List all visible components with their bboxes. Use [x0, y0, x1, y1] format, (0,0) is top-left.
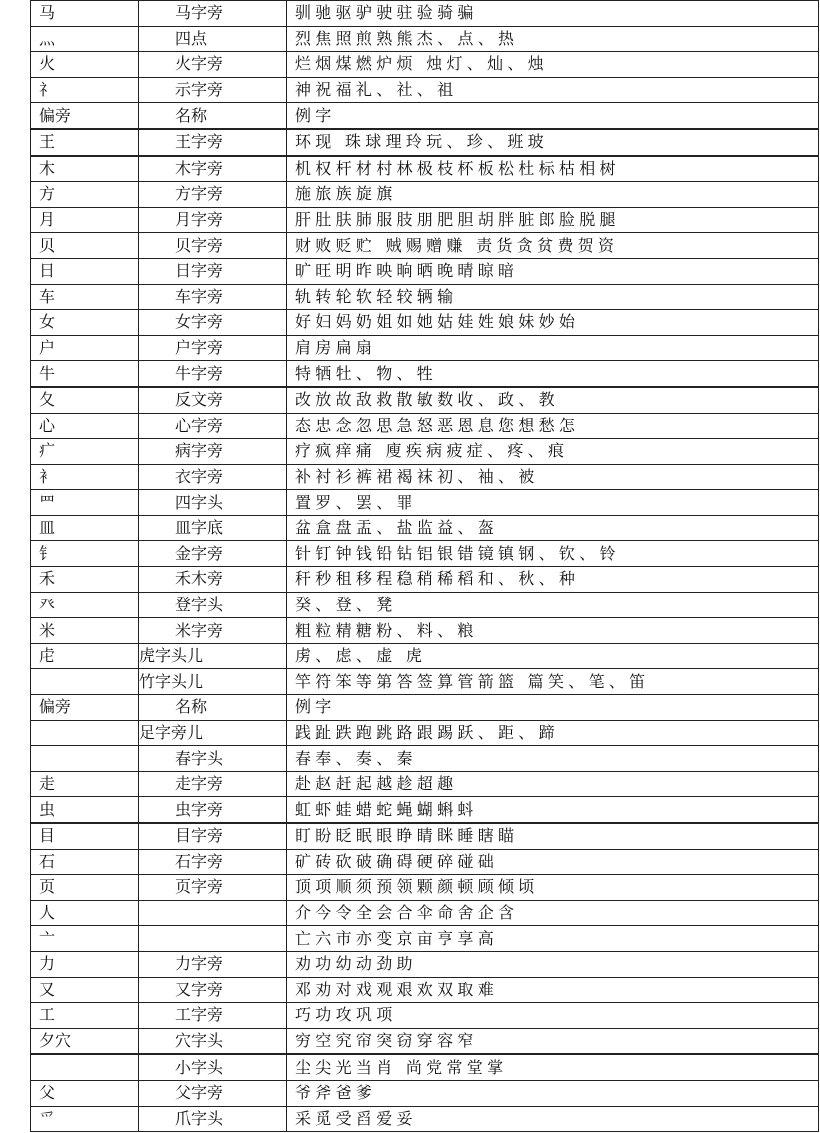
radical-cell: 衤: [31, 464, 139, 490]
example-characters-cell: 亡六市亦变京亩亨享高: [287, 926, 819, 952]
table-row: [31, 26, 819, 52]
radical-cell: 走: [31, 771, 139, 797]
example-characters-cell: 赴赵赶起越趁超趣: [287, 771, 819, 797]
example-characters-cell: 矿砖砍破确碍硬碎碰础: [287, 849, 819, 875]
radical-name-cell: 反文旁: [139, 387, 287, 413]
radical-table: [30, 0, 819, 1132]
example-characters-cell: 特牺牡、物、牲: [287, 361, 819, 387]
radical-cell: 页: [31, 875, 139, 901]
table-row: [31, 1003, 819, 1029]
radical-cell: 父: [31, 1080, 139, 1106]
radical-name-cell: 禾木旁: [139, 567, 287, 593]
example-characters-cell: 烂烟煤燃炉烦 烛灯、灿、烛: [287, 52, 819, 78]
example-characters-cell: 置罗、罢、罪: [287, 490, 819, 516]
radical-cell: 月: [31, 207, 139, 233]
radical-name-cell: 贝字旁: [139, 233, 287, 259]
radical-name-cell: 牛字旁: [139, 361, 287, 387]
table-row: [31, 103, 819, 129]
radical-name-cell: 月字旁: [139, 207, 287, 233]
radical-cell: 火: [31, 52, 139, 78]
radical-cell: 人: [31, 900, 139, 926]
table-row: [31, 875, 819, 901]
table-row: [31, 387, 819, 413]
radical-cell: 贝: [31, 233, 139, 259]
example-characters-cell: 春奉、奏、秦: [287, 746, 819, 772]
radical-cell: 禾: [31, 567, 139, 593]
radical-cell: 王: [31, 129, 139, 156]
table-row: [31, 1, 819, 27]
radical-name-cell: 石字旁: [139, 849, 287, 875]
radical-name-cell: 衣字旁: [139, 464, 287, 490]
table-row: [31, 746, 819, 772]
table-row: [31, 900, 819, 926]
radical-name-cell: 示字旁: [139, 77, 287, 103]
radical-name-cell: 王字旁: [139, 129, 287, 156]
example-characters-cell: 肩房扁扇: [287, 335, 819, 361]
radical-name-cell: 页字旁: [139, 875, 287, 901]
radical-cell: 罒: [31, 490, 139, 516]
radical-cell: 虍: [31, 643, 139, 669]
radical-cell: 钅: [31, 541, 139, 567]
radical-cell: [31, 1054, 139, 1080]
example-characters-cell: 神祝福礼、社、祖: [287, 77, 819, 103]
table-row: [31, 823, 819, 849]
table-row: [31, 695, 819, 721]
example-characters-cell: 疗疯痒痛 廋疾病疲症、疼、痕: [287, 439, 819, 465]
radical-name-cell: 力字旁: [139, 951, 287, 977]
radical-cell: 疒: [31, 439, 139, 465]
radical-cell: 马: [31, 1, 139, 27]
table-row: [31, 1054, 819, 1080]
radical-cell: 日: [31, 258, 139, 284]
radical-name-cell: 名称: [139, 695, 287, 721]
radical-cell: 夕穴: [31, 1028, 139, 1054]
example-characters-cell: 烈焦照煎熟熊杰、点、热: [287, 26, 819, 52]
example-characters-cell: 好妇妈奶姐如她姑娃姓娘妹妙始: [287, 310, 819, 336]
table-row: [31, 618, 819, 644]
radical-cell: 皿: [31, 515, 139, 541]
table-row: [31, 207, 819, 233]
radical-cell: 灬: [31, 26, 139, 52]
example-characters-cell: 邓劝对戏观艰欢双取难: [287, 977, 819, 1003]
table-row: [31, 52, 819, 78]
radical-name-cell: 工字旁: [139, 1003, 287, 1029]
table-row: [31, 592, 819, 618]
table-row: [31, 643, 819, 669]
table-row: [31, 1080, 819, 1106]
radical-name-cell: 穴字头: [139, 1028, 287, 1054]
example-characters-cell: 粗粒精糖粉、料、粮: [287, 618, 819, 644]
example-characters-cell: 旷旺明昨映晌晒晚晴晾暗: [287, 258, 819, 284]
table-row: [31, 182, 819, 208]
table-row: [31, 771, 819, 797]
table-row: [31, 669, 819, 695]
table-row: [31, 1106, 819, 1132]
example-characters-cell: 巧功攻巩项: [287, 1003, 819, 1029]
example-characters-cell: 虏、虑、虚 虎: [287, 643, 819, 669]
example-characters-cell: 态忠念忽思急怒恶恩息您想愁怎: [287, 413, 819, 439]
table-row: [31, 233, 819, 259]
example-characters-cell: 例字: [287, 103, 819, 129]
example-characters-cell: 轨转轮软轻较辆输: [287, 284, 819, 310]
radical-cell: 礻: [31, 77, 139, 103]
radical-name-cell: 心字旁: [139, 413, 287, 439]
example-characters-cell: 环现 珠球理玲玩、珍、班玻: [287, 129, 819, 156]
radical-cell: 虫: [31, 797, 139, 823]
example-characters-cell: 施旅族旋旗: [287, 182, 819, 208]
radical-cell: 夂: [31, 387, 139, 413]
example-characters-cell: 改放故敌救散敏数收、政、教: [287, 387, 819, 413]
radical-cell: 爫: [31, 1106, 139, 1132]
radical-name-cell: 木字旁: [139, 156, 287, 182]
example-characters-cell: 癸、登、凳: [287, 592, 819, 618]
example-characters-cell: 针钉钟钱铅钻铝银错镜镇钢、钦、铃: [287, 541, 819, 567]
example-characters-cell: 秆秒租移程稳稍稀稻和、秋、种: [287, 567, 819, 593]
radical-cell: 心: [31, 413, 139, 439]
example-characters-cell: 介今令全会合伞命舍企含: [287, 900, 819, 926]
table-row: [31, 156, 819, 182]
radical-name-cell: 竹字头儿: [139, 669, 287, 695]
radical-cell: 工: [31, 1003, 139, 1029]
radical-name-cell: 户字旁: [139, 335, 287, 361]
radical-cell: 石: [31, 849, 139, 875]
radical-cell: 牛: [31, 361, 139, 387]
table-row: [31, 284, 819, 310]
table-row: [31, 335, 819, 361]
example-characters-cell: 财败贬贮 贼赐赠赚 责货贪贫费贺资: [287, 233, 819, 259]
radical-name-cell: [139, 926, 287, 952]
radical-name-cell: 米字旁: [139, 618, 287, 644]
table-row: [31, 567, 819, 593]
radical-cell: [31, 720, 139, 746]
table-row: [31, 361, 819, 387]
table-row: [31, 951, 819, 977]
table-row: [31, 977, 819, 1003]
table-row: [31, 258, 819, 284]
radical-name-cell: 虫字旁: [139, 797, 287, 823]
radical-name-cell: 爪字头: [139, 1106, 287, 1132]
example-characters-cell: 例字: [287, 695, 819, 721]
table-row: [31, 541, 819, 567]
radical-name-cell: 又字旁: [139, 977, 287, 1003]
radical-name-cell: 车字旁: [139, 284, 287, 310]
radical-cell: 女: [31, 310, 139, 336]
radical-cell: 偏旁: [31, 103, 139, 129]
radical-name-cell: 皿字底: [139, 515, 287, 541]
radical-table-body: [31, 1, 819, 1132]
radical-name-cell: 春字头: [139, 746, 287, 772]
example-characters-cell: 劝功幼动劲助: [287, 951, 819, 977]
radical-cell: 户: [31, 335, 139, 361]
radical-cell: 偏旁: [31, 695, 139, 721]
radical-cell: 癶: [31, 592, 139, 618]
radical-name-cell: 病字旁: [139, 439, 287, 465]
table-row: [31, 797, 819, 823]
radical-name-cell: 登字头: [139, 592, 287, 618]
example-characters-cell: 驯驰驱驴驶驻验骑骗: [287, 1, 819, 27]
example-characters-cell: 机权杆材村林极枝杯板松杜标枯相树: [287, 156, 819, 182]
table-row: [31, 515, 819, 541]
radical-cell: 亠: [31, 926, 139, 952]
radical-cell: 木: [31, 156, 139, 182]
radical-name-cell: 方字旁: [139, 182, 287, 208]
example-characters-cell: 尘尖光当肖 尚党常堂掌: [287, 1054, 819, 1080]
example-characters-cell: 爷斧爸爹: [287, 1080, 819, 1106]
table-row: [31, 77, 819, 103]
table-row: [31, 439, 819, 465]
radical-name-cell: 目字旁: [139, 823, 287, 849]
example-characters-cell: 采觅受舀爱妥: [287, 1106, 819, 1132]
radical-cell: 目: [31, 823, 139, 849]
radical-name-cell: 走字旁: [139, 771, 287, 797]
radical-name-cell: 父字旁: [139, 1080, 287, 1106]
table-row: [31, 926, 819, 952]
radical-cell: [31, 669, 139, 695]
radical-name-cell: 火字旁: [139, 52, 287, 78]
radical-name-cell: 日字旁: [139, 258, 287, 284]
example-characters-cell: 顶项顺须预领颗颜顿顾倾顷: [287, 875, 819, 901]
table-row: [31, 129, 819, 156]
radical-name-cell: 金字旁: [139, 541, 287, 567]
table-row: [31, 720, 819, 746]
example-characters-cell: 践趾跌跑跳路跟踢跃、距、蹄: [287, 720, 819, 746]
example-characters-cell: 肝肚肤肺服肢朋肥胆胡胖脏郎脸脱腿: [287, 207, 819, 233]
radical-cell: [31, 746, 139, 772]
example-characters-cell: 虹虾蛙蜡蛇蝇蝴蝌蚪: [287, 797, 819, 823]
radical-name-cell: 小字头: [139, 1054, 287, 1080]
table-row: [31, 310, 819, 336]
table-row: [31, 490, 819, 516]
radical-name-cell: 名称: [139, 103, 287, 129]
example-characters-cell: 盯盼眨眠眼睁睛眯睡瞎瞄: [287, 823, 819, 849]
example-characters-cell: 补衬衫裤裙褐袜初、袖、被: [287, 464, 819, 490]
radical-name-cell: 四点: [139, 26, 287, 52]
radical-name-cell: 马字旁: [139, 1, 287, 27]
radical-name-cell: [139, 900, 287, 926]
radical-cell: 方: [31, 182, 139, 208]
radical-name-cell: 虎字头儿: [139, 643, 287, 669]
radical-name-cell: 足字旁儿: [139, 720, 287, 746]
example-characters-cell: 穷空究帘突窃穿容窄: [287, 1028, 819, 1054]
radical-cell: 车: [31, 284, 139, 310]
radical-name-cell: 女字旁: [139, 310, 287, 336]
table-row: [31, 464, 819, 490]
radical-cell: 米: [31, 618, 139, 644]
table-row: [31, 1028, 819, 1054]
radical-cell: 又: [31, 977, 139, 1003]
example-characters-cell: 竿符笨等第答签算管箭篮 篇笑、笔、笛: [287, 669, 819, 695]
radical-name-cell: 四字头: [139, 490, 287, 516]
example-characters-cell: 盆盒盘盂、盐监益、盔: [287, 515, 819, 541]
radical-cell: 力: [31, 951, 139, 977]
table-row: [31, 413, 819, 439]
table-row: [31, 849, 819, 875]
